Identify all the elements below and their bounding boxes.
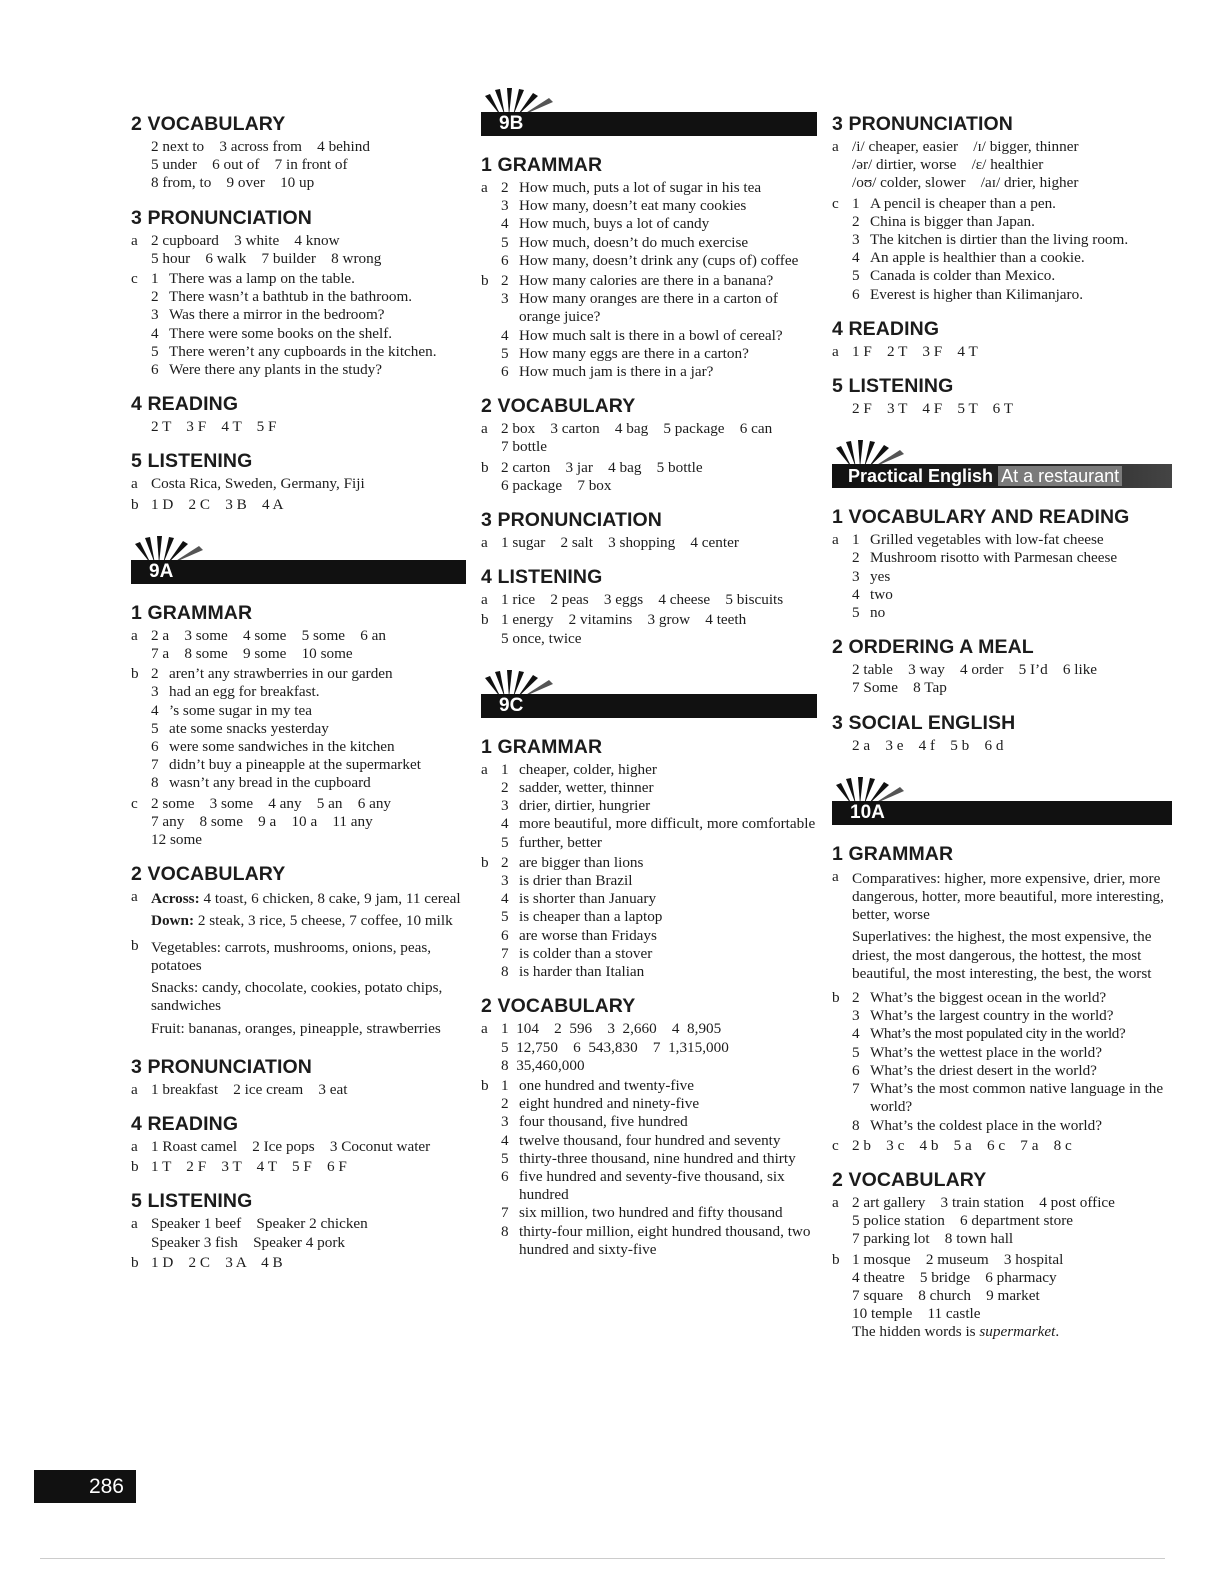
unit-label: 10A: [850, 801, 885, 823]
answer-text: What’s the biggest ocean in the world?: [870, 989, 1107, 1007]
answer-text: ’s some sugar in my tea: [169, 701, 312, 719]
unit-banner: [481, 670, 817, 722]
item-number: 2: [501, 272, 509, 290]
answer-text: How many, doesn’t eat many cookies: [519, 197, 747, 215]
item-number: 6: [151, 738, 159, 756]
answer-line: 2 box 3 carton 4 bag 5 package 6 can: [501, 420, 773, 438]
item-number: 2: [151, 288, 159, 306]
answer-text: twelve thousand, four hundred and seventy: [519, 1131, 781, 1149]
section-heading: 4 LISTENING: [481, 566, 603, 589]
item-number: 2: [852, 989, 860, 1007]
item-number: 6: [151, 361, 159, 379]
answer-text: 2 steak, 3 rice, 5 cheese, 7 coffee, 10 milk: [197, 912, 453, 930]
item-number: 6: [501, 926, 509, 944]
footer-divider: [40, 1558, 1165, 1559]
page-number-tab: [34, 1470, 136, 1503]
item-number: 3: [501, 797, 509, 815]
item-number: 7: [501, 1204, 509, 1222]
exercise-letter: b: [832, 1250, 840, 1268]
item-number: 6: [501, 363, 509, 381]
section-heading: 1 GRAMMAR: [832, 842, 954, 865]
section-heading: 3 PRONUNCIATION: [131, 206, 312, 229]
lesson-title: At a restaurant: [998, 466, 1122, 486]
answer-line: 1 breakfast 2 ice cream 3 eat: [151, 1080, 348, 1098]
section-heading: 3 SOCIAL ENGLISH: [832, 711, 1016, 734]
answer-text: two: [870, 585, 893, 603]
answer-text: China is bigger than Japan.: [870, 212, 1035, 230]
unit-label: 9B: [499, 113, 524, 134]
answer-text: Canada is colder than Mexico.: [870, 267, 1056, 285]
across-label: Across:: [151, 890, 200, 908]
item-number: 2: [501, 853, 509, 871]
answer-text: is cheaper than a laptop: [519, 908, 663, 926]
hidden-word-prefix: The hidden words is: [852, 1323, 976, 1341]
item-number: 8: [501, 1222, 509, 1240]
item-number: 2: [151, 665, 159, 683]
answer-text: What’s the coldest place in the world?: [870, 1116, 1102, 1134]
answer-line: 5 under 6 out of 7 in front of: [151, 156, 348, 174]
answer-line: 8 from, to 9 over 10 up: [151, 174, 315, 192]
hidden-word-suffix: .: [1055, 1323, 1060, 1341]
item-number: 2: [852, 212, 860, 230]
exercise-letter: b: [131, 495, 139, 513]
item-number: 4: [501, 1131, 509, 1149]
item-number: 8: [501, 963, 509, 981]
section-heading: 1 GRAMMAR: [131, 601, 253, 624]
answer-line: 1 T 2 F 3 T 4 T 5 F 6 F: [151, 1158, 347, 1176]
answer-text: What’s the largest country in the world?: [870, 1007, 1114, 1025]
answer-line: 7 bottle: [501, 438, 547, 456]
item-number: 4: [151, 324, 159, 342]
column-3: [832, 112, 1172, 1344]
item-number: 8: [852, 1116, 860, 1134]
down-label: Down:: [151, 912, 195, 930]
item-number: 2: [852, 549, 860, 567]
answer-line: Speaker 1 beef Speaker 2 chicken: [151, 1215, 368, 1233]
answer-text: Fruit: bananas, oranges, pineapple, strawberries: [151, 1019, 441, 1037]
item-number: 4: [151, 701, 159, 719]
answer-text: 4 toast, 6 chicken, 8 cake, 9 jam, 11 cereal: [203, 890, 461, 908]
item-number: 3: [852, 567, 860, 585]
answer-text: What’s the driest desert in the world?: [870, 1061, 1097, 1079]
item-number: 4: [501, 815, 509, 833]
answer-text: Everest is higher than Kilimanjaro.: [870, 285, 1083, 303]
item-number: 1: [501, 760, 509, 778]
item-number: 3: [151, 683, 159, 701]
answer-text: is harder than Italian: [519, 963, 645, 981]
item-number: 4: [501, 326, 509, 344]
answer-line: 7 square 8 church 9 market: [852, 1286, 1040, 1304]
banner-label: [848, 465, 1122, 487]
exercise-letter: a: [131, 888, 138, 906]
exercise-letter: a: [481, 534, 488, 552]
answer-line: /oʊ/ colder, slower /aɪ/ drier, higher: [852, 174, 1079, 192]
answer-text: is shorter than January: [519, 890, 657, 908]
section-heading: 4 READING: [131, 1112, 239, 1135]
answer-text: How many calories are there in a banana?: [519, 272, 774, 290]
item-number: 4: [501, 215, 509, 233]
item-number: 6: [501, 1167, 509, 1185]
answer-text: ate some snacks yesterday: [169, 719, 329, 737]
exercise-letter: b: [481, 611, 489, 629]
item-number: 4: [852, 1025, 860, 1043]
answer-text: Snacks: candy, chocolate, cookies, potato chips, sandwiches: [151, 979, 443, 1015]
answer-text: Were there any plants in the study?: [169, 361, 383, 379]
answer-line: 10 temple 11 castle: [852, 1305, 981, 1323]
item-number: 3: [501, 872, 509, 890]
exercise-letter: a: [481, 760, 488, 778]
answer-text: Comparatives: higher, more expensive, drier, more dangerous, hotter, more beautiful, more interesting, better, worse: [852, 869, 1164, 924]
item-number: 3: [151, 306, 159, 324]
answer-text: one hundred and twenty-five: [519, 1076, 695, 1094]
banner-bar: [131, 560, 466, 584]
exercise-letter: b: [131, 1158, 139, 1176]
answer-line: 1 rice 2 peas 3 eggs 4 cheese 5 biscuits: [501, 591, 784, 609]
answer-text: An apple is healthier than a cookie.: [870, 249, 1085, 267]
item-number: 5: [151, 342, 159, 360]
answer-text: sadder, wetter, thinner: [519, 779, 654, 797]
item-number: 2: [501, 779, 509, 797]
section-heading: 5 LISTENING: [131, 1190, 253, 1213]
answer-line: 2 F 3 T 4 F 5 T 6 T: [852, 400, 1014, 418]
section-heading: 3 PRONUNCIATION: [832, 113, 1013, 135]
answer-line: 1 sugar 2 salt 3 shopping 4 center: [501, 534, 739, 552]
answer-text: How many oranges are there in a carton of orange juice?: [519, 290, 778, 326]
exercise-letter: c: [131, 794, 138, 812]
exercise-letter: b: [481, 272, 489, 290]
answer-text: The kitchen is dirtier than the living room.: [870, 231, 1129, 249]
answer-text: Grilled vegetables with low-fat cheese: [870, 531, 1104, 549]
answer-text: four thousand, five hundred: [519, 1113, 688, 1131]
answer-text: is colder than a stover: [519, 944, 653, 962]
item-number: 6: [852, 285, 860, 303]
section-heading: 2 VOCABULARY: [481, 395, 636, 418]
section-heading: 4 READING: [131, 393, 239, 416]
answer-text: There weren’t any cupboards in the kitchen.: [169, 342, 437, 360]
exercise-letter: b: [131, 665, 139, 683]
item-number: 6: [501, 251, 509, 269]
answer-line: 7 any 8 some 9 a 10 a 11 any: [151, 812, 373, 830]
item-number: 5: [501, 344, 509, 362]
answer-text: There was a lamp on the table.: [169, 270, 355, 288]
answer-line: 4 theatre 5 bridge 6 pharmacy: [852, 1268, 1057, 1286]
answer-line: 1 F 2 T 3 F 4 T: [852, 342, 978, 360]
section-heading: 3 PRONUNCIATION: [131, 1055, 312, 1078]
answer-text: How much jam is there in a jar?: [519, 363, 714, 381]
answer-line: /ər/ dirtier, worse /ɛ/ healthier: [852, 156, 1044, 174]
answer-line: 1 energy 2 vitamins 3 grow 4 teeth: [501, 611, 747, 629]
answer-line: 2 T 3 F 4 T 5 F: [151, 418, 277, 436]
answer-line: 5 police station 6 department store: [852, 1212, 1074, 1230]
answer-text: Mushroom risotto with Parmesan cheese: [870, 549, 1118, 567]
item-number: 5: [852, 1043, 860, 1061]
exercise-letter: a: [481, 1020, 488, 1038]
answer-line: 8 35,460,000: [501, 1056, 585, 1074]
answer-text: were some sandwiches in the kitchen: [169, 738, 395, 756]
item-number: 6: [852, 1061, 860, 1079]
answer-text: didn’t buy a pineapple at the supermarket: [169, 756, 421, 774]
exercise-letter: a: [481, 420, 488, 438]
answer-text: is drier than Brazil: [519, 872, 633, 890]
section-heading: 4 READING: [832, 317, 940, 340]
answer-line: 1 D 2 C 3 A 4 B: [151, 1253, 283, 1271]
item-number: 5: [501, 833, 509, 851]
answer-text: thirty-three thousand, nine hundred and thirty: [519, 1149, 796, 1167]
exercise-letter: b: [481, 1076, 489, 1094]
section-heading: 2 VOCABULARY: [481, 995, 636, 1018]
answer-line: 5 once, twice: [501, 629, 582, 647]
section-heading: 5 LISTENING: [832, 375, 954, 398]
item-number: 2: [501, 179, 509, 196]
answer-text: There were some books on the shelf.: [169, 324, 393, 342]
answer-text: are bigger than lions: [519, 853, 644, 871]
exercise-letter: b: [832, 989, 840, 1007]
answer-line: 1 104 2 596 3 2,660 4 8,905: [501, 1020, 722, 1038]
answer-text: aren’t any strawberries in our garden: [169, 665, 393, 683]
item-number: 3: [501, 197, 509, 215]
exercise-letter: a: [481, 179, 488, 196]
answer-text: six million, two hundred and fifty thousand: [519, 1204, 783, 1222]
item-number: 1: [852, 194, 860, 212]
exercise-letter: c: [131, 270, 138, 288]
item-number: 5: [852, 267, 860, 285]
answer-line: 5 hour 6 walk 7 builder 8 wrong: [151, 249, 382, 267]
answer-line: 1 D 2 C 3 B 4 A: [151, 495, 284, 513]
answer-text: A pencil is cheaper than a pen.: [870, 194, 1056, 212]
answer-line: 7 Some 8 Tap: [852, 679, 947, 697]
exercise-letter: c: [832, 1136, 839, 1154]
answer-text: drier, dirtier, hungrier: [519, 797, 651, 815]
item-number: 4: [852, 585, 860, 603]
answer-line: 2 b 3 c 4 b 5 a 6 c 7 a 8 c: [852, 1136, 1072, 1154]
item-number: 3: [501, 1113, 509, 1131]
banner-bar: [481, 112, 817, 136]
unit-label: 9C: [499, 694, 524, 716]
item-number: 3: [501, 290, 509, 308]
answer-text: There wasn’t a bathtub in the bathroom.: [169, 288, 413, 306]
exercise-letter: a: [832, 531, 839, 549]
item-number: 8: [151, 774, 159, 792]
answer-text: How much, buys a lot of candy: [519, 215, 710, 233]
item-number: 5: [501, 233, 509, 251]
section-heading: 1 GRAMMAR: [481, 154, 603, 176]
section-heading: 2 ORDERING A MEAL: [832, 636, 1034, 659]
answer-line: 2 a 3 some 4 some 5 some 6 an: [151, 626, 386, 644]
answer-line: 5 12,750 6 543,830 7 1,315,000: [501, 1038, 729, 1056]
exercise-letter: b: [481, 458, 489, 476]
answer-text: thirty-four million, eight hundred thousand, two hundred and sixty-five: [519, 1222, 811, 1258]
unit-banner: [131, 536, 466, 588]
answer-text: cheaper, colder, higher: [519, 760, 657, 778]
exercise-letter: a: [131, 1137, 138, 1155]
answer-text: How much, puts a lot of sugar in his tea: [519, 179, 762, 196]
answer-line: 7 a 8 some 9 some 10 some: [151, 645, 353, 663]
answer-text: What’s the most populated city in the world?: [870, 1025, 1126, 1043]
item-number: 1: [852, 531, 860, 549]
answer-line: 2 a 3 e 4 f 5 b 6 d: [852, 736, 1004, 754]
answer-text: Was there a mirror in the bedroom?: [169, 306, 385, 324]
item-number: 5: [151, 719, 159, 737]
answer-text: no: [870, 604, 886, 622]
answer-text: How many eggs are there in a carton?: [519, 344, 749, 362]
exercise-letter: a: [131, 1215, 138, 1233]
answer-text: How many, doesn’t drink any (cups of) coffee: [519, 251, 799, 269]
answer-line: 2 carton 3 jar 4 bag 5 bottle: [501, 458, 703, 476]
answer-text: five hundred and seventy-five thousand, six hundred: [519, 1167, 785, 1204]
exercise-letter: a: [832, 1193, 839, 1211]
exercise-letter: a: [131, 231, 138, 249]
exercise-letter: a: [832, 342, 839, 360]
item-number: 1: [501, 1076, 509, 1094]
item-number: 1: [151, 270, 159, 288]
item-number: 4: [852, 249, 860, 267]
answer-text: What’s the most common native language in the world?: [870, 1080, 1164, 1116]
item-number: 5: [501, 1149, 509, 1167]
answer-line: 7 parking lot 8 town hall: [852, 1230, 1014, 1248]
answer-line: 2 next to 3 across from 4 behind: [151, 138, 370, 155]
answer-line: 6 package 7 box: [501, 476, 612, 494]
exercise-letter: c: [832, 194, 839, 212]
exercise-letter: b: [481, 853, 489, 871]
answer-text: more beautiful, more difficult, more comfortable: [519, 815, 816, 833]
section-heading: 2 VOCABULARY: [131, 113, 286, 135]
item-number: 4: [501, 890, 509, 908]
answer-text: Superlatives: the highest, the most expensive, the driest, the most dangerous, the hottest, the most beautiful, the most interesting, the best, the worst: [852, 928, 1152, 982]
answer-text: eight hundred and ninety-five: [519, 1095, 700, 1113]
exercise-letter: a: [131, 1080, 138, 1098]
answer-text: Vegetables: carrots, mushrooms, onions, peas, potatoes: [151, 938, 432, 974]
exercise-letter: b: [131, 936, 139, 954]
answer-line: /i/ cheaper, easier /ɪ/ bigger, thinner: [852, 138, 1079, 155]
exercise-letter: b: [131, 1253, 139, 1271]
item-number: 7: [852, 1080, 860, 1098]
banner-bar: [481, 694, 817, 718]
exercise-letter: a: [832, 867, 839, 885]
answer-text: How much, doesn’t do much exercise: [519, 233, 749, 251]
exercise-letter: a: [481, 591, 488, 609]
page-number: 286: [88, 1475, 124, 1498]
answer-line: 1 Roast camel 2 Ice pops 3 Coconut water: [151, 1137, 431, 1155]
answer-line: 12 some: [151, 831, 203, 849]
unit-label: 9A: [149, 560, 174, 582]
exercise-letter: a: [832, 138, 839, 155]
unit-banner: [481, 88, 817, 140]
answer-line: Speaker 3 fish Speaker 4 pork: [151, 1233, 346, 1251]
answer-line: 2 some 3 some 4 any 5 an 6 any: [151, 794, 392, 812]
hidden-word: supermarket: [979, 1323, 1056, 1341]
item-number: 2: [501, 1095, 509, 1113]
answer-text: wasn’t any bread in the cupboard: [169, 774, 371, 792]
section-heading: 5 LISTENING: [131, 450, 253, 473]
answer-line: 2 table 3 way 4 order 5 I’d 6 like: [852, 661, 1098, 679]
exercise-letter: a: [131, 626, 138, 644]
practical-english-label: Practical English: [848, 466, 994, 487]
column-2: [481, 88, 817, 1261]
answer-text: What’s the wettest place in the world?: [870, 1043, 1102, 1061]
practical-english-banner: [832, 440, 1172, 492]
answer-text: had an egg for breakfast.: [169, 683, 320, 701]
answer-text: further, better: [519, 833, 602, 851]
answer-line: 2 cupboard 3 white 4 know: [151, 231, 340, 249]
answer-line: 1 mosque 2 museum 3 hospital: [852, 1250, 1064, 1268]
column-1: [131, 112, 466, 1274]
unit-banner: [832, 777, 1172, 829]
item-number: 3: [852, 1007, 860, 1025]
answer-line: Costa Rica, Sweden, Germany, Fiji: [151, 475, 365, 493]
section-heading: 2 VOCABULARY: [832, 1168, 987, 1191]
item-number: 5: [501, 908, 509, 926]
item-number: 5: [852, 604, 860, 622]
answer-text: How much salt is there in a bowl of cereal?: [519, 326, 783, 344]
answer-text: yes: [870, 567, 891, 585]
section-heading: 1 VOCABULARY AND READING: [832, 506, 1130, 529]
item-number: 3: [852, 231, 860, 249]
answer-line: 2 art gallery 3 train station 4 post office: [852, 1193, 1115, 1211]
exercise-letter: a: [131, 475, 138, 493]
section-heading: 3 PRONUNCIATION: [481, 509, 662, 532]
hidden-word-sentence: [852, 1323, 1172, 1341]
answer-text: are worse than Fridays: [519, 926, 657, 944]
item-number: 7: [151, 756, 159, 774]
section-heading: 2 VOCABULARY: [131, 863, 286, 886]
section-heading: 1 GRAMMAR: [481, 735, 603, 758]
item-number: 7: [501, 944, 509, 962]
